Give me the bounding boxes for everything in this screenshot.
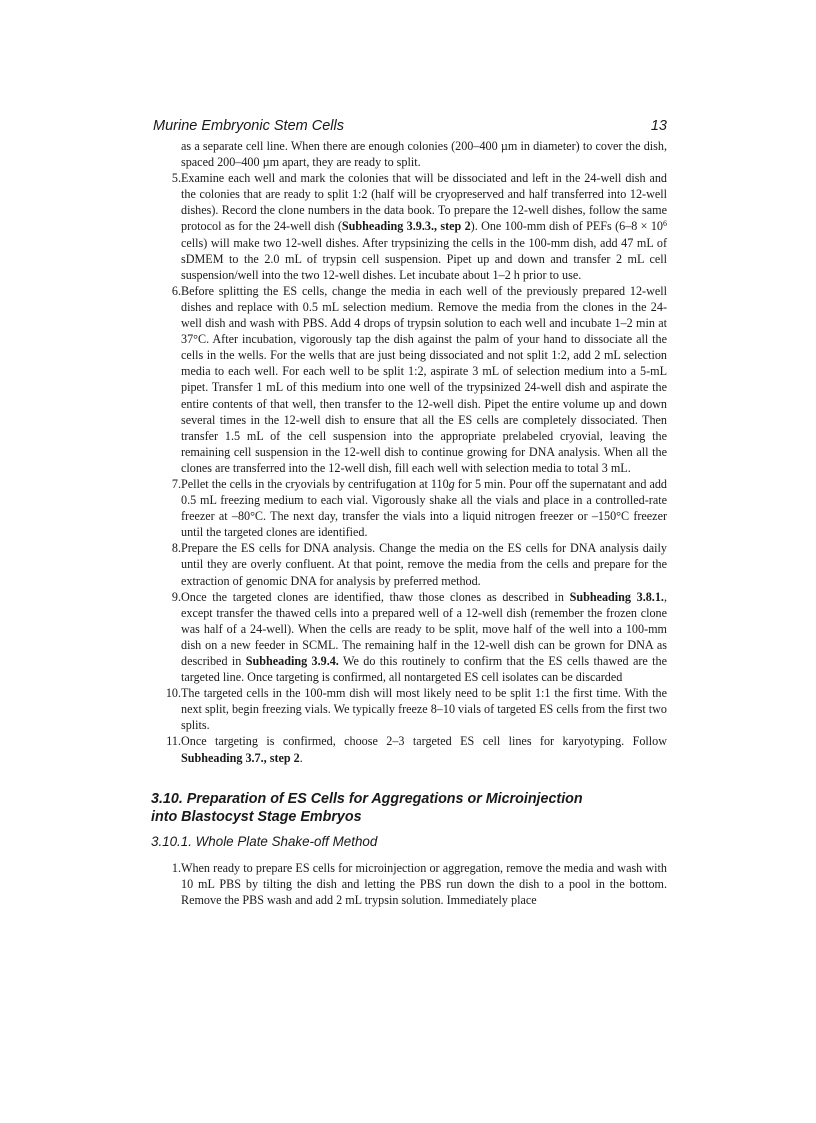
section-heading: 3.10. Preparation of ES Cells for Aggregations or Microinjection into Blastocyst Stage Embryos [151, 790, 583, 826]
list-item-text: The targeted cells in the 100-mm dish will most likely need to be split 1:1 the first time. With the next split, begin freezing vials. We typically freeze 8–10 vials of targeted ES cells from the first two splits. [181, 686, 667, 733]
list-item-number: 8. [171, 541, 181, 556]
cross-reference: Subheading 3.8.1. [569, 589, 664, 604]
list-item-text: Examine each well and mark the colonies that will be dissociated and left in the 24-well dish and the colonies that are ready to split 1:2 (half will be cryopreserved and half transferred into 12-well dishes). Record the clone numbers in the data book. To prepare the 12-well dishes, follow the same protocol as for the 24-well dish (Subheading 3.9.3., step 2). One 100-mm dish of PEFs ($6-8 \times 10^6$ cells) will make two 12-well dishes. After trypsinizing the cells in the 100-mm dish, add 47 mL of sDMEM to the 2.0 mL of trypsin cell suspension. Pipet up and down and transfer 2 mL cell suspension/well into the two 12-well dishes. Let incubate about 1–2 h prior to use. [181, 171, 668, 282]
list-item-number: 11. [166, 734, 181, 749]
list-item [151, 476, 667, 540]
list-item-number: 6. [171, 283, 181, 298]
list-item [151, 170, 667, 283]
body-text [151, 138, 667, 766]
section-body [151, 860, 667, 908]
running-head [151, 114, 667, 138]
list-item [151, 540, 667, 588]
list-item [151, 860, 667, 908]
list-item [151, 589, 667, 686]
list-item-number: 1. [171, 860, 181, 875]
list-item-number: 9. [171, 589, 181, 604]
list-item-number: 7. [171, 476, 181, 491]
running-title: Murine Embryonic Stem Cells [153, 118, 344, 134]
list-item-text: Once targeting is confirmed, choose 2–3 targeted ES cell lines for karyotyping. Follow Subheading 3.7., step 2. [181, 734, 667, 765]
list-item [151, 283, 667, 476]
list-item-number: 10. [165, 686, 181, 701]
list-item-text: Once the targeted clones are identified, thaw those clones as described in Subheading 3.8.1., except transfer the thawed cells into a prepared well of a 12-well dish (remember the frozen clone was half of a 24-well). When the cells are ready to be split, move half of the well into a 100-mm dish on a new feeder in SCML. The remaining half in the 12-well dish can be grown for DNA as described in Subheading 3.9.4. We do this routinely to confirm that the ES cells thawed are the targeted line. Once targeting is confirmed, all nontargeted ES cell isolates can be discarded [181, 589, 668, 685]
list-item-text: Prepare the ES cells for DNA analysis. Change the media on the ES cells for DNA analysis daily until they are overly confluent. At that point, remove the media from the cells and prepare for the extraction of genomic DNA for analysis by preferred method. [181, 541, 667, 588]
cross-reference: Subheading 3.9.3., step 2 [341, 219, 471, 234]
list-item-number: 5. [171, 171, 181, 186]
list-item-text: Before splitting the ES cells, change the media in each well of the previously prepared 12-well dishes and replace with 0.5 mL selection medium. Remove the media from the clones in the 24-well dish and wash with PBS. Add 4 drops of trypsin solution to each well and incubate 1–2 min at 37°C. After incubation, vigorously tap the dish against the palm of your hand to dissociate all the cells in the wells. For the wells that are just being dissociated and not split 1:2, add 2 mL selection media to each well. For each well to be split 1:2, aspirate 3 mL of selection medium into a 5-mL pipet. Transfer 1 mL of this medium into one well of the trypsinized 24-well dish and aspirate the entire contents of that well, then transfer to the 12-well dish. Pipet the entire volume up and down several times in the 12-well dish to ensure that all the ES cells are completely dissociated. Then transfer 1.5 mL of the cell suspension into the appropriate prelabeled cryovial, leaving the remaining cell suspension in the 12-well dish to continue growing for DNA analysis. When all the clones are transferred into the 12-well dish, fill each well with selection media to total 3 mL. [181, 283, 667, 475]
list-item [151, 733, 667, 765]
page-number: 13 [650, 118, 667, 134]
page [151, 114, 667, 908]
list-item-text: Pellet the cells in the cryovials by centrifugation at 110g for 5 min. Pour off the supernatant and add 0.5 mL freezing medium to each vial. Vigorously shake all the vials and place in a controlled-rate freezer at –80°C. The next day, transfer the vials into a liquid nitrogen freezer or –150°C freezer until the targeted clones are identified. [181, 476, 667, 540]
cross-reference: Subheading 3.9.4. [245, 654, 339, 668]
subsection-heading: 3.10.1. Whole Plate Shake-off Method [151, 833, 378, 849]
continuation-paragraph: as a separate cell line. When there are enough colonies (200–400 µm in diameter) to cover the dish, spaced 200–400 µm apart, they are ready to split. [181, 139, 667, 170]
list-item [151, 685, 667, 733]
cross-reference: Subheading 3.7., step 2 [181, 750, 300, 765]
list-item-text: When ready to prepare ES cells for microinjection or aggregation, remove the media and wash with 10 mL PBS by tilting the dish and letting the PBS run down the dish to a pool in the bottom. Remove the PBS wash and add 2 mL trypsin solution. Immediately place [181, 860, 667, 907]
